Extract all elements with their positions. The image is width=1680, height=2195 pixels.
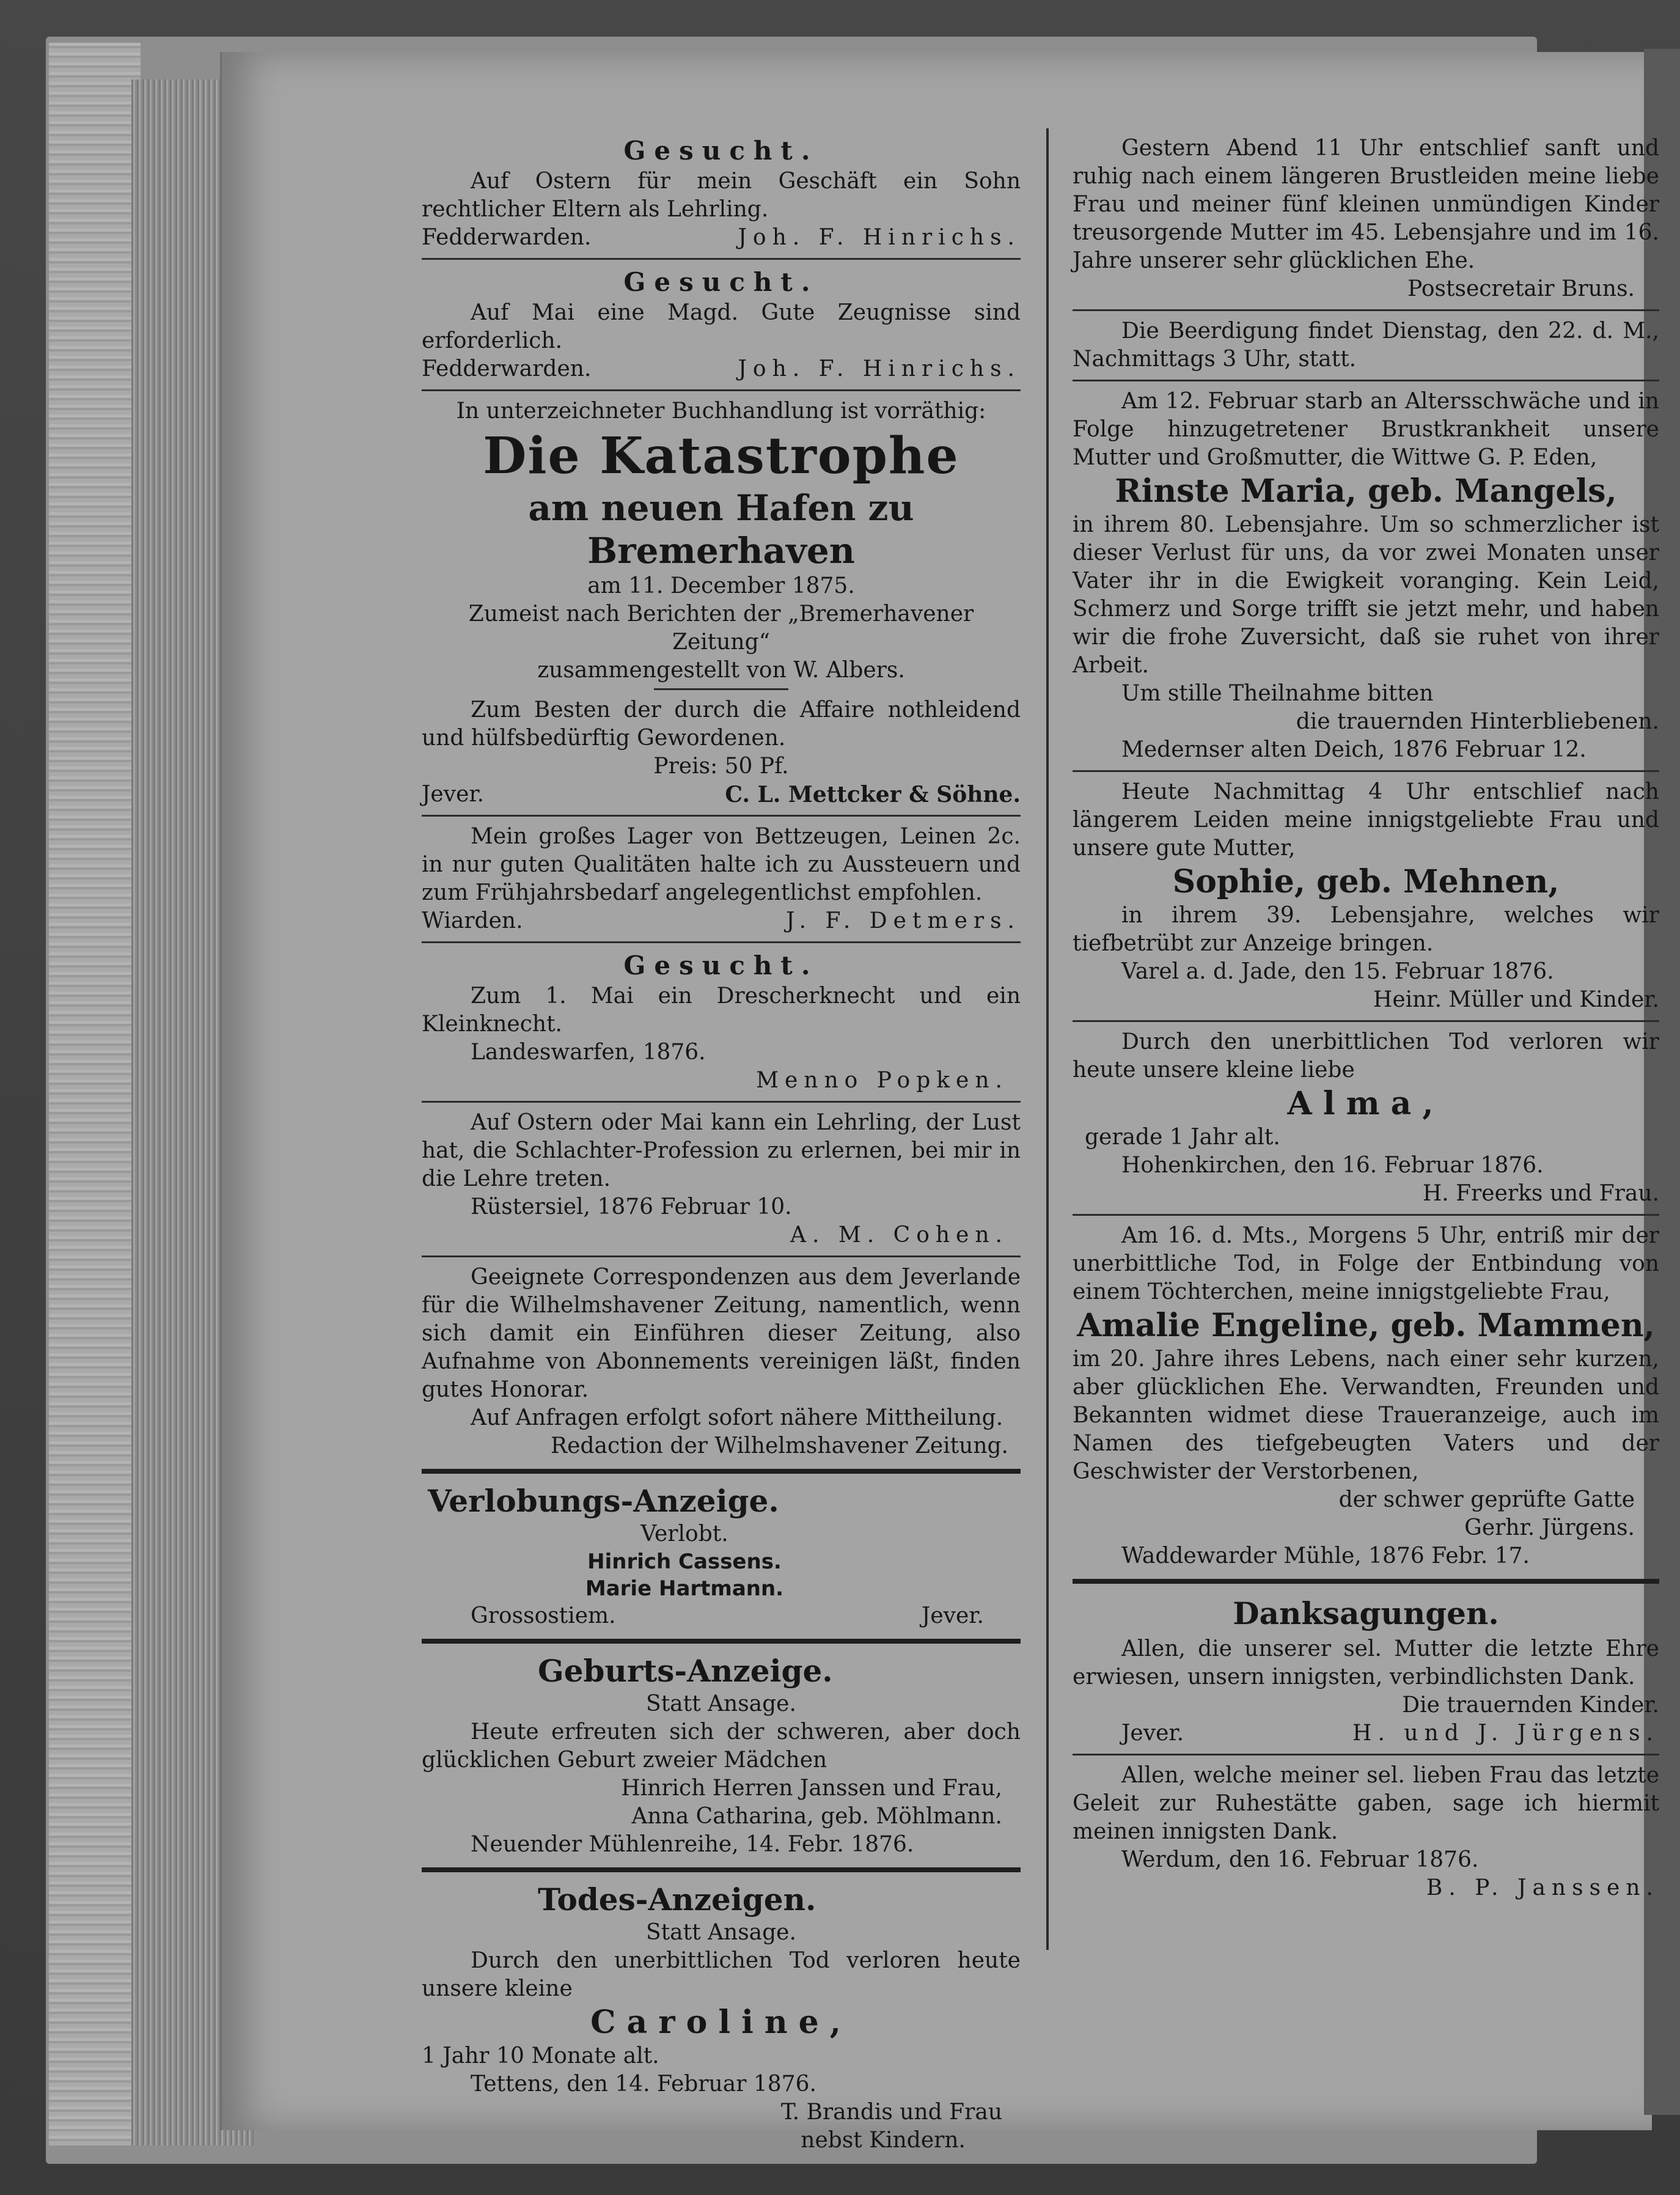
ad-bitten: Um stille Theilnahme bitten (1121, 681, 1434, 706)
section-todes (422, 1881, 1021, 2155)
ad-gesucht-magd (422, 266, 1021, 383)
deceased-name: Sophie, geb. Mehnen, (1172, 863, 1560, 900)
statt-ansage: Statt Ansage. (646, 1920, 796, 1945)
ad-text: Durch den unerbittlichen Tod verloren wir heute unsere kleine liebe (1073, 1029, 1659, 1083)
column-divider (1046, 128, 1049, 1950)
ad-footer (422, 224, 1021, 252)
page-edges-speckled (49, 43, 141, 2145)
ad-footer (422, 355, 1021, 383)
ad-place: Tettens, den 14. Februar 1876. (471, 2072, 816, 2097)
ad-footer (422, 907, 1021, 935)
book-title: Die Katastrophe (483, 427, 959, 485)
ad-signer: H. Freerks und Frau. (1422, 1181, 1659, 1206)
divider (1073, 1754, 1659, 1756)
section-heading: Geburts-Anzeige. (538, 1653, 833, 1689)
ad-place: Varel a. d. Jade, den 15. Februar 1876. (1121, 959, 1554, 984)
ad-signer: Heinr. Müller und Kinder. (1373, 987, 1659, 1012)
ad-text-2: im 20. Jahre ihres Lebens, nach einer sehr kurzen, aber glücklichen Ehe. Verwandten, Freunden und Bekannten widmet diese Traueranzeige, auch im Namen des tiefgebeugten Vaters und der Geschwister der Verstorbenen, (1073, 1347, 1659, 1484)
ad-signer: Redaction der Wilhelmshavener Zeitung. (551, 1433, 1008, 1458)
divider (1073, 770, 1659, 772)
ad-signer-3: B. P. Janssen. (1426, 1875, 1659, 1900)
ad-intro: In unterzeichneter Buchhandlung ist vorräthig: (456, 399, 986, 424)
ad-place-2: Jever. (921, 1603, 984, 1628)
section-divider (422, 1639, 1021, 1644)
ad-signer: C. L. Mettcker & Söhne. (725, 782, 1021, 807)
ad-text-2: Allen, welche meiner sel. lieben Frau das letzte Geleit zur Ruhestätte gaben, sage ich hiermit meinen innigsten Dank. (1073, 1763, 1659, 1844)
section-geburt (422, 1652, 1021, 1859)
section-divider (422, 1867, 1021, 1872)
deceased-name: Caroline, (590, 2004, 852, 2041)
divider (422, 815, 1021, 817)
funeral-notice (1073, 317, 1659, 373)
ad-place: Rüstersiel, 1876 Februar 10. (471, 1194, 792, 1219)
section-heading: Danksagungen. (1233, 1595, 1499, 1631)
divider (422, 258, 1021, 260)
left-column (422, 134, 1021, 2155)
ad-text: Mein großes Lager von Bettzeugen, Leinen 2c. in nur guten Qualitäten halte ich zu Aussteuern und zum Frühjahrsbedarf angelegentlichst empfohlen. (422, 824, 1021, 905)
ad-text-2: in ihrem 39. Lebensjahre, welches wir tiefbetrübt zur Anzeige bringen. (1073, 903, 1659, 956)
ad-correspondenzen (422, 1263, 1021, 1460)
ad-place-1: Grossostiem. (471, 1603, 616, 1628)
ad-place-2: Werdum, den 16. Februar 1876. (1121, 1847, 1479, 1872)
ad-text: Am 12. Februar starb an Altersschwäche und in Folge hinzugetretener Brustkrankheit unsere Mutter und Großmutter, die Wittwe G. P. Eden, (1073, 389, 1659, 470)
ad-footer (1073, 1719, 1659, 1748)
ad-signer-2: Gerhr. Jürgens. (1464, 1515, 1635, 1540)
ad-title: Gesucht. (623, 136, 819, 166)
ad-signer: Joh. F. Hinrichs. (738, 225, 1021, 250)
divider (422, 389, 1021, 391)
book-price: Preis: 50 Pf. (653, 754, 789, 779)
ad-place: Wiarden. (422, 908, 523, 933)
ad-katastrophe-book (422, 397, 1021, 809)
ad-text: Heute Nachmittag 4 Uhr entschlief nach längerem Leiden meine innigstgeliebte Frau und unsere gute Mutter, (1073, 779, 1659, 861)
deceased-name: Amalie Engeline, geb. Mammen, (1077, 1307, 1655, 1344)
ad-signer-1: Hinrich Herren Janssen und Frau, (621, 1776, 1002, 1801)
obituary-bruns (1073, 134, 1659, 303)
ad-text-2: in ihrem 80. Lebensjahre. Um so schmerzlicher ist dieser Verlust für uns, da vor zwei Monaten unser Vater ihr in die Ewigkeit voranging. Kein Leid, Schmerz und Sorge trifft sie jetzt mehr, und haben wir die frohe Zuversicht, daß sie ruhet von ihrer Arbeit. (1073, 512, 1659, 678)
verlobt-label: Verlobt. (640, 1521, 728, 1546)
section-heading: Todes-Anzeigen. (538, 1881, 816, 1917)
ad-title: Gesucht. (623, 950, 819, 980)
book-subtitle: am neuen Hafen zu Bremerhaven (528, 487, 914, 572)
bride-groom-2: Marie Hartmann. (585, 1576, 784, 1601)
ad-text: Heute erfreuten sich der schweren, aber doch glücklichen Geburt zweier Mädchen (422, 1719, 1021, 1773)
statt-ansage: Statt Ansage. (646, 1691, 796, 1716)
deceased-name: Alma, (1287, 1085, 1445, 1122)
ad-signer-1: T. Brandis und Frau (780, 2100, 1002, 2125)
ad-text: Am 16. d. Mts., Morgens 5 Uhr, entriß mir der unerbittliche Tod, in Folge der Entbindung von einem Töchterchen, meine innigstgeliebte Frau, (1073, 1223, 1659, 1304)
ad-text: Auf Ostern oder Mai kann ein Lehrling, der Lust hat, die Schlachter-Profession zu erlernen, bei mir in die Lehre treten. (422, 1110, 1021, 1191)
ad-signer: die trauernden Hinterbliebenen. (1296, 709, 1659, 734)
deceased-age: gerade 1 Jahr alt. (1085, 1125, 1280, 1150)
ad-signer-1: Die trauernden Kinder. (1402, 1693, 1659, 1718)
divider-short (654, 688, 788, 690)
book-source-line1: Zumeist nach Berichten der „Bremerhavener Zeitung“ (468, 601, 974, 655)
book-benefit: Zum Besten der durch die Affaire nothleidend und hülfsbedürftig Gewordenen. (422, 697, 1021, 751)
ad-signer: Postsecretair Bruns. (1407, 276, 1635, 301)
divider (422, 941, 1021, 943)
ad-place: Fedderwarden. (422, 356, 592, 381)
ad-signer-2: nebst Kindern. (801, 2128, 966, 2153)
ad-text: Gestern Abend 11 Uhr entschlief sanft und ruhig nach einem längeren Brustleiden meine liebe Frau und meiner fünf kleinen unmündigen Kinder treusorgende Mutter im 45. Lebensjahre und im 16. Jahre unserer sehr glücklichen Ehe. (1073, 136, 1659, 273)
ad-title: Gesucht. (623, 267, 819, 297)
ad-bettzeugen (422, 823, 1021, 935)
book-date: am 11. December 1875. (587, 573, 855, 598)
ad-gesucht-lehrling (422, 134, 1021, 252)
ad-text: Geeignete Correspondenzen aus dem Jeverlande für die Wilhelmshavener Zeitung, namentlich, wenn sich damit ein Einführen dieser Zeitung, also Aufnahme von Abonnements vereinigen läßt, finden gutes Honorar. (422, 1265, 1021, 1402)
ad-text: Die Beerdigung findet Dienstag, den 22. d. M., Nachmittags 3 Uhr, statt. (1073, 318, 1659, 372)
divider (422, 1101, 1021, 1103)
ad-place: Landeswarfen, 1876. (471, 1040, 706, 1065)
ad-text: Allen, die unserer sel. Mutter die letzte Ehre erwiesen, unsern innigsten, verbindlichsten Dank. (1073, 1636, 1659, 1689)
obituary-mehnen (1073, 778, 1659, 1014)
ad-footer (422, 781, 1021, 809)
obituary-alma (1073, 1028, 1659, 1208)
ad-signer: Joh. F. Hinrichs. (738, 356, 1021, 381)
ad-place: Hohenkirchen, den 16. Februar 1876. (1121, 1153, 1544, 1178)
divider (1073, 1020, 1659, 1022)
right-column (1073, 134, 1659, 1902)
section-heading: Verlobungs-Anzeige. (428, 1483, 779, 1519)
divider (1073, 380, 1659, 381)
ad-text-2: Auf Anfragen erfolgt sofort nähere Mittheilung. (471, 1405, 1003, 1430)
ad-place: Jever. (1121, 1721, 1184, 1746)
obituary-mammen (1073, 1222, 1659, 1570)
divider (422, 1256, 1021, 1257)
book-source-line2: zusammengestellt von W. Albers. (537, 658, 905, 683)
ad-signer-2: H. und J. Jürgens. (1352, 1721, 1659, 1746)
obituary-mangels (1073, 388, 1659, 764)
ad-signer: Menno Popken. (756, 1068, 1008, 1093)
ad-footer (422, 1602, 1021, 1630)
ad-signer: J. F. Detmers. (786, 908, 1021, 933)
ad-place: Jever. (422, 782, 485, 807)
ad-place: Neuender Mühlenreihe, 14. Febr. 1876. (471, 1832, 914, 1857)
ad-schlachter-lehrling (422, 1109, 1021, 1249)
ad-text: Auf Mai eine Magd. Gute Zeugnisse sind erforderlich. (422, 300, 1021, 353)
divider (1073, 309, 1659, 311)
ad-place: Waddewarder Mühle, 1876 Febr. 17. (1121, 1543, 1530, 1568)
ad-signer-1: der schwer geprüfte Gatte (1338, 1487, 1635, 1512)
section-divider (1073, 1579, 1659, 1584)
ad-place: Medernser alten Deich, 1876 Februar 12. (1121, 737, 1586, 762)
ad-text: Durch den unerbittlichen Tod verloren heute unsere kleine (422, 1948, 1021, 2001)
section-danksagungen (1073, 1592, 1659, 1902)
ad-text: Auf Ostern für mein Geschäft ein Sohn rechtlicher Eltern als Lehrling. (422, 169, 1021, 222)
ad-gesucht-knecht (422, 949, 1021, 1095)
ad-signer: A. M. Cohen. (790, 1223, 1008, 1248)
bride-groom-1: Hinrich Cassens. (587, 1550, 782, 1574)
ad-place: Fedderwarden. (422, 225, 592, 250)
ad-text: Zum 1. Mai ein Drescherknecht und ein Kleinknecht. (422, 984, 1021, 1037)
section-divider (422, 1469, 1021, 1474)
divider (1073, 1214, 1659, 1216)
ad-signer-2: Anna Catharina, geb. Möhlmann. (631, 1804, 1002, 1829)
section-verlobung (422, 1482, 1021, 1630)
deceased-name: Rinste Maria, geb. Mangels, (1115, 472, 1617, 510)
deceased-age: 1 Jahr 10 Monate alt. (422, 2043, 659, 2068)
